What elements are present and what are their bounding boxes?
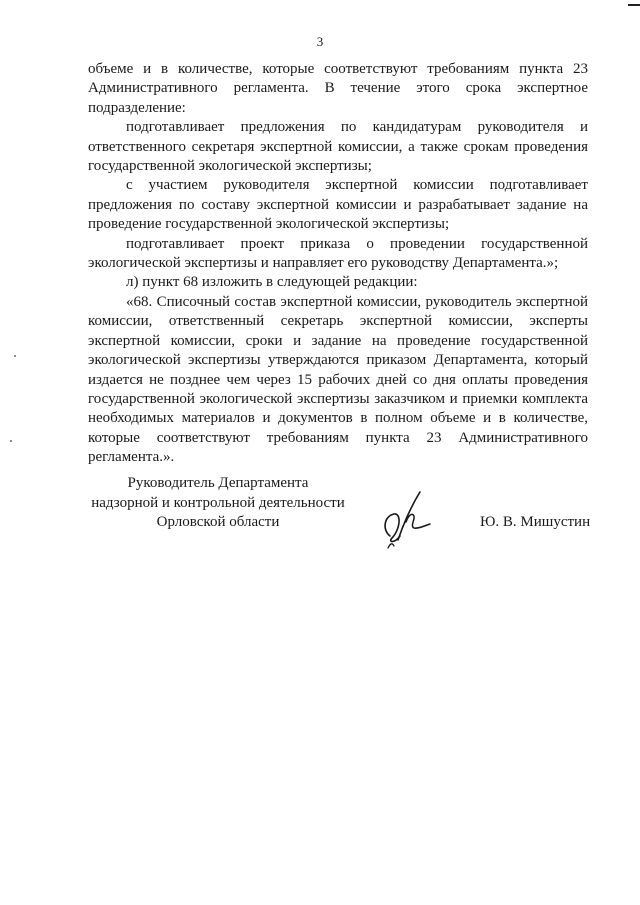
signatory-title-line: надзорной и контрольной деятельности [91,494,345,511]
page-number: 3 [316,34,324,49]
corner-mark [628,4,640,6]
scan-speck [10,440,12,442]
paragraph: подготавливает проект приказа о проведении государственной экологической экспертизы и направляет его руководству Департамента.»; [88,235,588,272]
signatory-title-line: Орловской области [156,514,280,530]
paragraph: «68. Списочный состав экспертной комиссии, руководитель экспертной комиссии, ответственный секретарь экспертной комиссии, эксперты экспертной комиссии, сроки и задание на проведение государственной экологической экспертизы утверждаются приказом Департамента, который издается не позднее чем через 15 рабочих дней со дня оплаты проведения государственной экологической экспертизы заказчиком и приемки комплекта необходимых материалов и документов в полном объеме и в количестве, которые соответствуют требованиям пункта 23 Административного регламента.». [88,293,588,466]
signatory-title [88,474,348,533]
paragraph: подготавливает предложения по кандидатурам руководителя и ответственного секретаря экспертной комиссии, а также срокам проведения государственной экологической экспертизы; [88,119,588,175]
signatory-name: Ю. В. Мишустин [480,514,591,530]
document-body [88,60,588,468]
handwritten-signature-icon [376,486,434,556]
paragraph: л) пункт 68 изложить в следующей редакции: [126,274,418,291]
scan-speck [14,355,16,357]
paragraph: объеме и в количестве, которые соответствуют требованиям пункта 23 Административного регламента. В течение этого срока экспертное подразделение: [88,61,588,116]
paragraph: с участием руководителя экспертной комиссии подготавливает предложения по составу экспертной комиссии и разрабатывает задание на проведение государственной экологической экспертизы; [88,177,588,233]
signature-block [88,474,608,554]
signatory-title-line: Руководитель Департамента [127,475,309,491]
